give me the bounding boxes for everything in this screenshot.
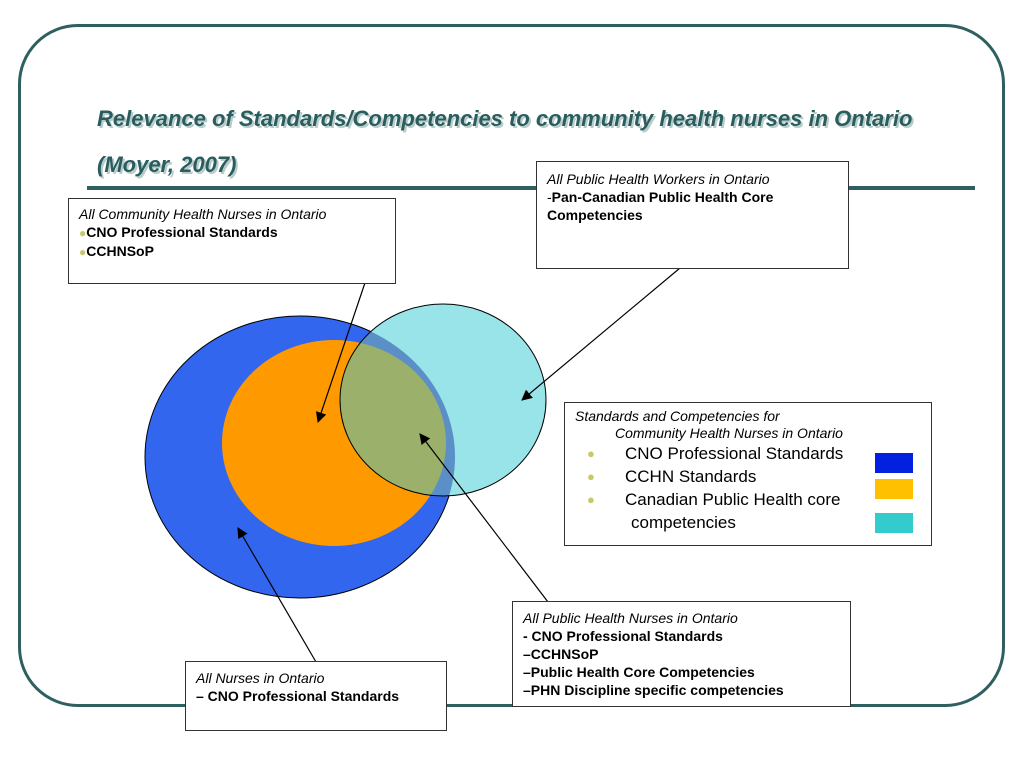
- public-workers-item: -Pan-Canadian Public Health Core Competencies: [547, 189, 774, 223]
- community-nurses-heading: All Community Health Nurses in Ontario: [79, 206, 327, 222]
- slide-title: Relevance of Standards/Competencies to community health nurses in Ontario (Moyer, 2007): [97, 106, 913, 177]
- community-item-cchnsop: ●CCHNSoP: [79, 243, 154, 259]
- public-nurses-item-cchnsop: –CCHNSoP: [523, 646, 599, 662]
- legend-box: [564, 402, 932, 546]
- legend-swatch-yellow: [875, 479, 913, 499]
- public-nurses-item-phn: –PHN Discipline specific competencies: [523, 682, 784, 698]
- legend-item-phc: ● Canadian Public Health core: [587, 490, 841, 509]
- arrow-public-workers: [522, 268, 680, 400]
- all-nurses-heading: All Nurses in Ontario: [196, 670, 325, 686]
- public-workers-box: [536, 161, 849, 269]
- public-workers-heading: All Public Health Workers in Ontario: [547, 171, 770, 187]
- community-item-cno: ●CNO Professional Standards: [79, 224, 278, 240]
- public-nurses-item-core: –Public Health Core Competencies: [523, 664, 755, 680]
- legend-swatch-cyan: [875, 513, 913, 533]
- legend-item-cchn: ● CCHN Standards: [587, 467, 757, 486]
- all-nurses-box: [185, 661, 447, 731]
- legend-item-phc-cont: competencies: [631, 513, 736, 532]
- legend-heading: Standards and Competencies for Community Health Nurses in Ontario: [575, 408, 843, 441]
- all-nurses-item: – CNO Professional Standards: [196, 688, 400, 704]
- legend-item-cno: ● CNO Professional Standards: [587, 444, 844, 463]
- community-nurses-box: [68, 198, 396, 284]
- public-nurses-heading: All Public Health Nurses in Ontario: [523, 610, 738, 626]
- public-nurses-item-cno: - CNO Professional Standards: [523, 628, 723, 644]
- legend-swatch-blue: [875, 453, 913, 473]
- public-nurses-box: [512, 601, 851, 707]
